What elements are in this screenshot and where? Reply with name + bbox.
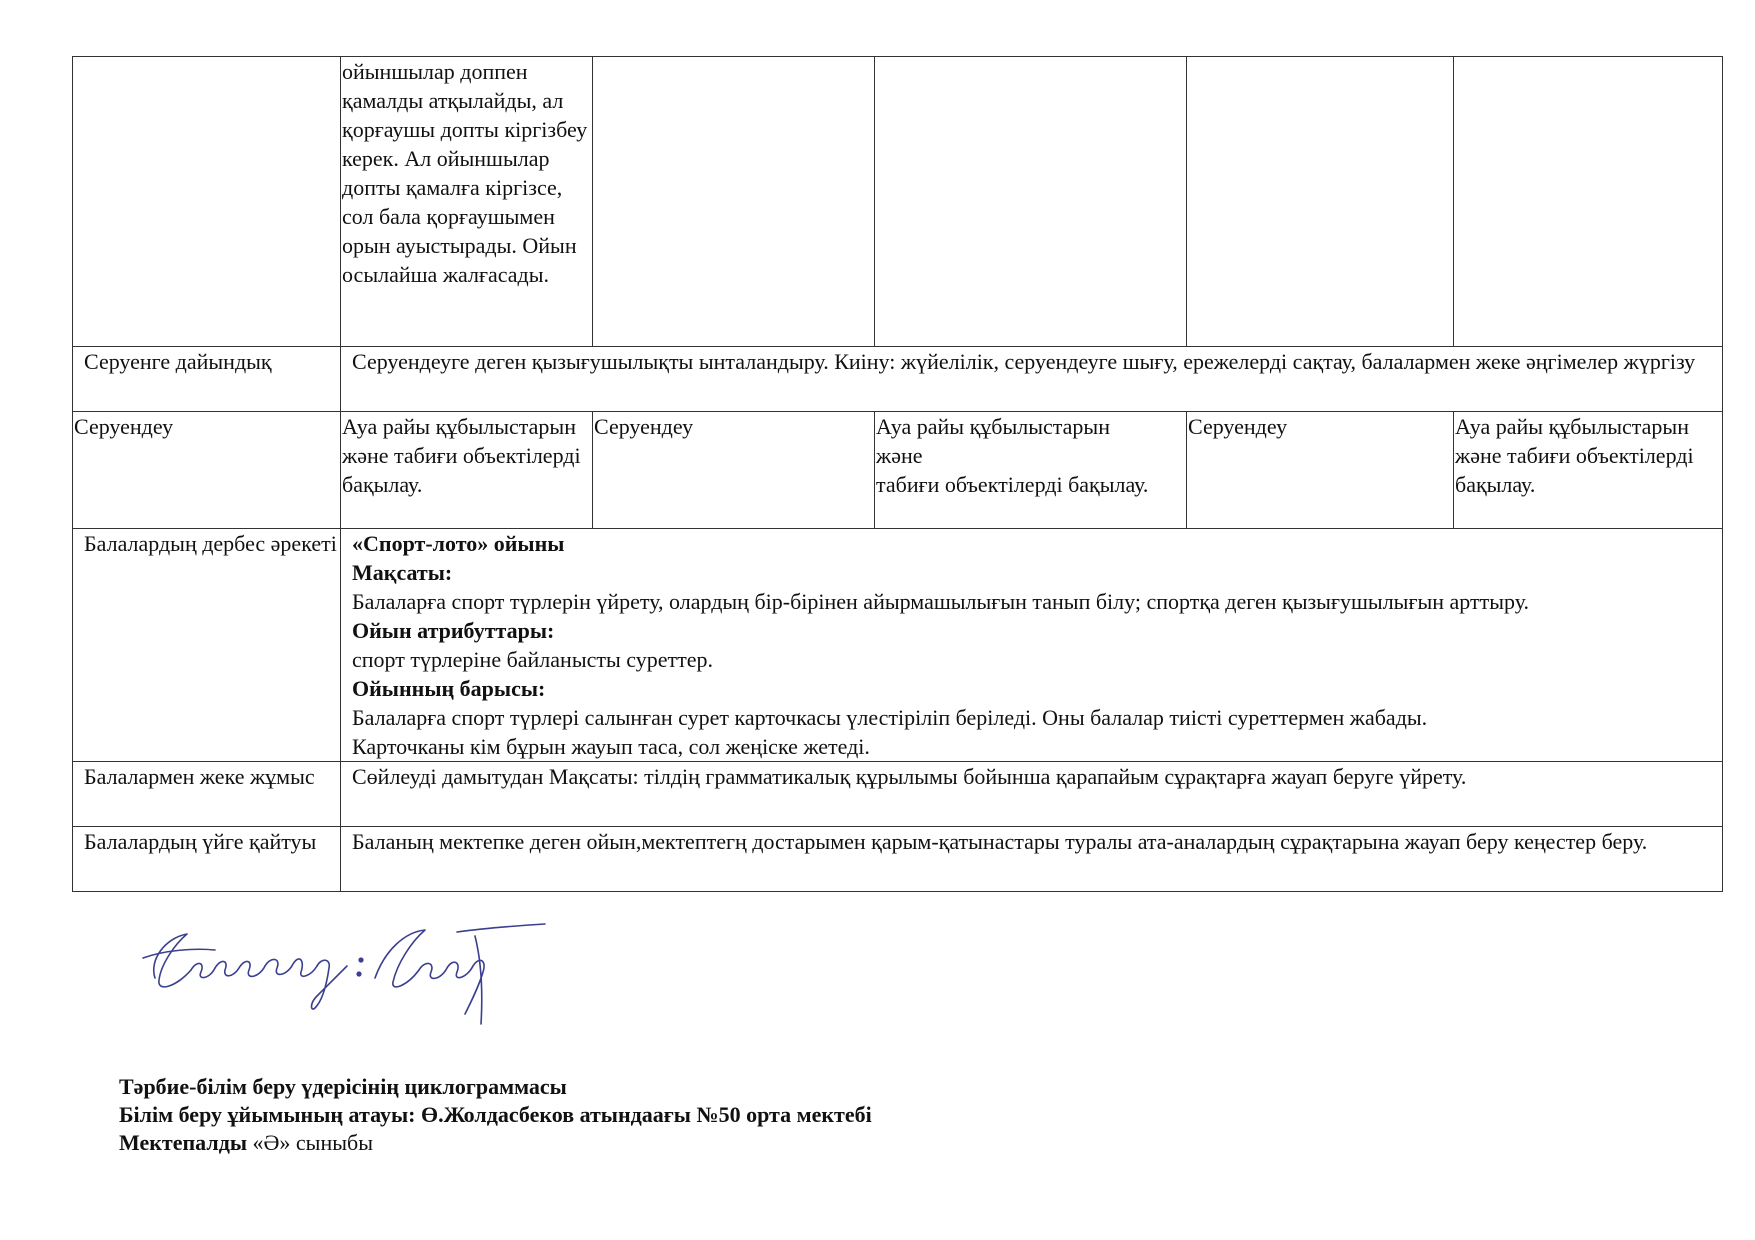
row-label-independent: Балалардың дербес әрекеті (73, 529, 341, 762)
walk-cell-3-line-2: және (876, 443, 923, 468)
walk-cell-3-line-1: Ауа райы құбылыстарын (876, 414, 1110, 439)
table-row (73, 762, 1723, 827)
course-heading: Ойынның барысы: (352, 676, 546, 701)
attributes-heading: Ойын атрибуттары: (352, 618, 555, 643)
footer-line-3 (119, 1129, 872, 1157)
walk-cell-1: Ауа райы құбылыстарын және табиғи объектілерді бақылау. (341, 412, 593, 529)
table-cell (73, 57, 341, 347)
row-label-prep-walk: Серуенге дайындық (73, 347, 341, 412)
table-cell (1187, 57, 1454, 347)
row-label-walk: Серуендеу (73, 412, 341, 529)
cyclogram-table (72, 56, 1723, 892)
table-cell (593, 57, 875, 347)
table-row (73, 827, 1723, 892)
document-footer (119, 1073, 872, 1157)
table-row (73, 412, 1723, 529)
row-label-individual: Балалармен жеке жұмыс (73, 762, 341, 827)
table-row (73, 57, 1723, 347)
individual-work-text: Сөйлеуді дамытудан Мақсаты: тілдің грамматикалық құрылымы бойынша қарапайым сұрақтарға жауап беруге үйрету. (341, 762, 1723, 827)
table-row (73, 529, 1723, 762)
footer-line-2: Білім беру ұйымының атауы: Ө.Жолдасбеков атындаағы №50 орта мектебі (119, 1102, 872, 1127)
walk-cell-4: Серуендеу (1187, 412, 1454, 529)
footer-line-3-rest: «Ә» сыныбы (247, 1130, 373, 1155)
walk-cell-5: Ауа райы құбылыстарын және табиғи объектілерді бақылау. (1454, 412, 1723, 529)
going-home-text: Баланың мектепке деген ойын,мектептегң достарымен қарым-қатынастары туралы ата-аналардың сұрақтарына жауап беру кеңестер беру. (341, 827, 1723, 892)
goal-heading: Мақсаты: (352, 560, 453, 585)
attributes-text: спорт түрлеріне байланысты суреттер. (352, 647, 714, 672)
footer-line-3-bold: Мектепалды (119, 1130, 248, 1155)
goal-text: Балаларға спорт түрлерін үйрету, олардың бір-бірінен айырмашылығын танып білу; спортқа деген қызығушылығын арттыру. (352, 589, 1530, 614)
table-cell (875, 57, 1187, 347)
table-row (73, 347, 1723, 412)
row-label-going-home: Балалардың үйге қайтуы (73, 827, 341, 892)
course-text-2: Карточканы кім бұрын жауып таса, сол жеңіске жетеді. (352, 734, 870, 759)
course-text-1: Балаларға спорт түрлері салынған сурет карточкасы үлестіріліп беріледі. Оны балалар тиісті суреттермен жабады. (352, 705, 1428, 730)
walk-cell-3-line-3: табиғи объектілерді бақылау. (876, 472, 1149, 497)
prep-walk-text: Серуендеуге деген қызығушылықты ынталандыру. Киіну: жүйелілік, серуендеуге шығу, ережелерді сақтау, балалармен жеке әңгімелер жүргізу (341, 347, 1723, 412)
handwritten-signature (135, 920, 575, 1040)
footer-line-1: Тәрбие-білім беру үдерісінің циклограммасы (119, 1074, 567, 1099)
table-cell (1454, 57, 1723, 347)
independent-activity-cell (341, 529, 1723, 762)
walk-cell-2: Серуендеу (593, 412, 875, 529)
game-description-cell: ойыншылар доппен қамалды атқылайды, ал қорғаушы допты кіргізбеу керек. Ал ойыншылар допты қамалға кіргізсе, сол бала қорғаушымен орын ауыстырады. Ойын осылайша жалғасады. (341, 57, 593, 347)
game-title: «Спорт-лото» ойыны (352, 531, 565, 556)
walk-cell-3 (875, 412, 1187, 529)
